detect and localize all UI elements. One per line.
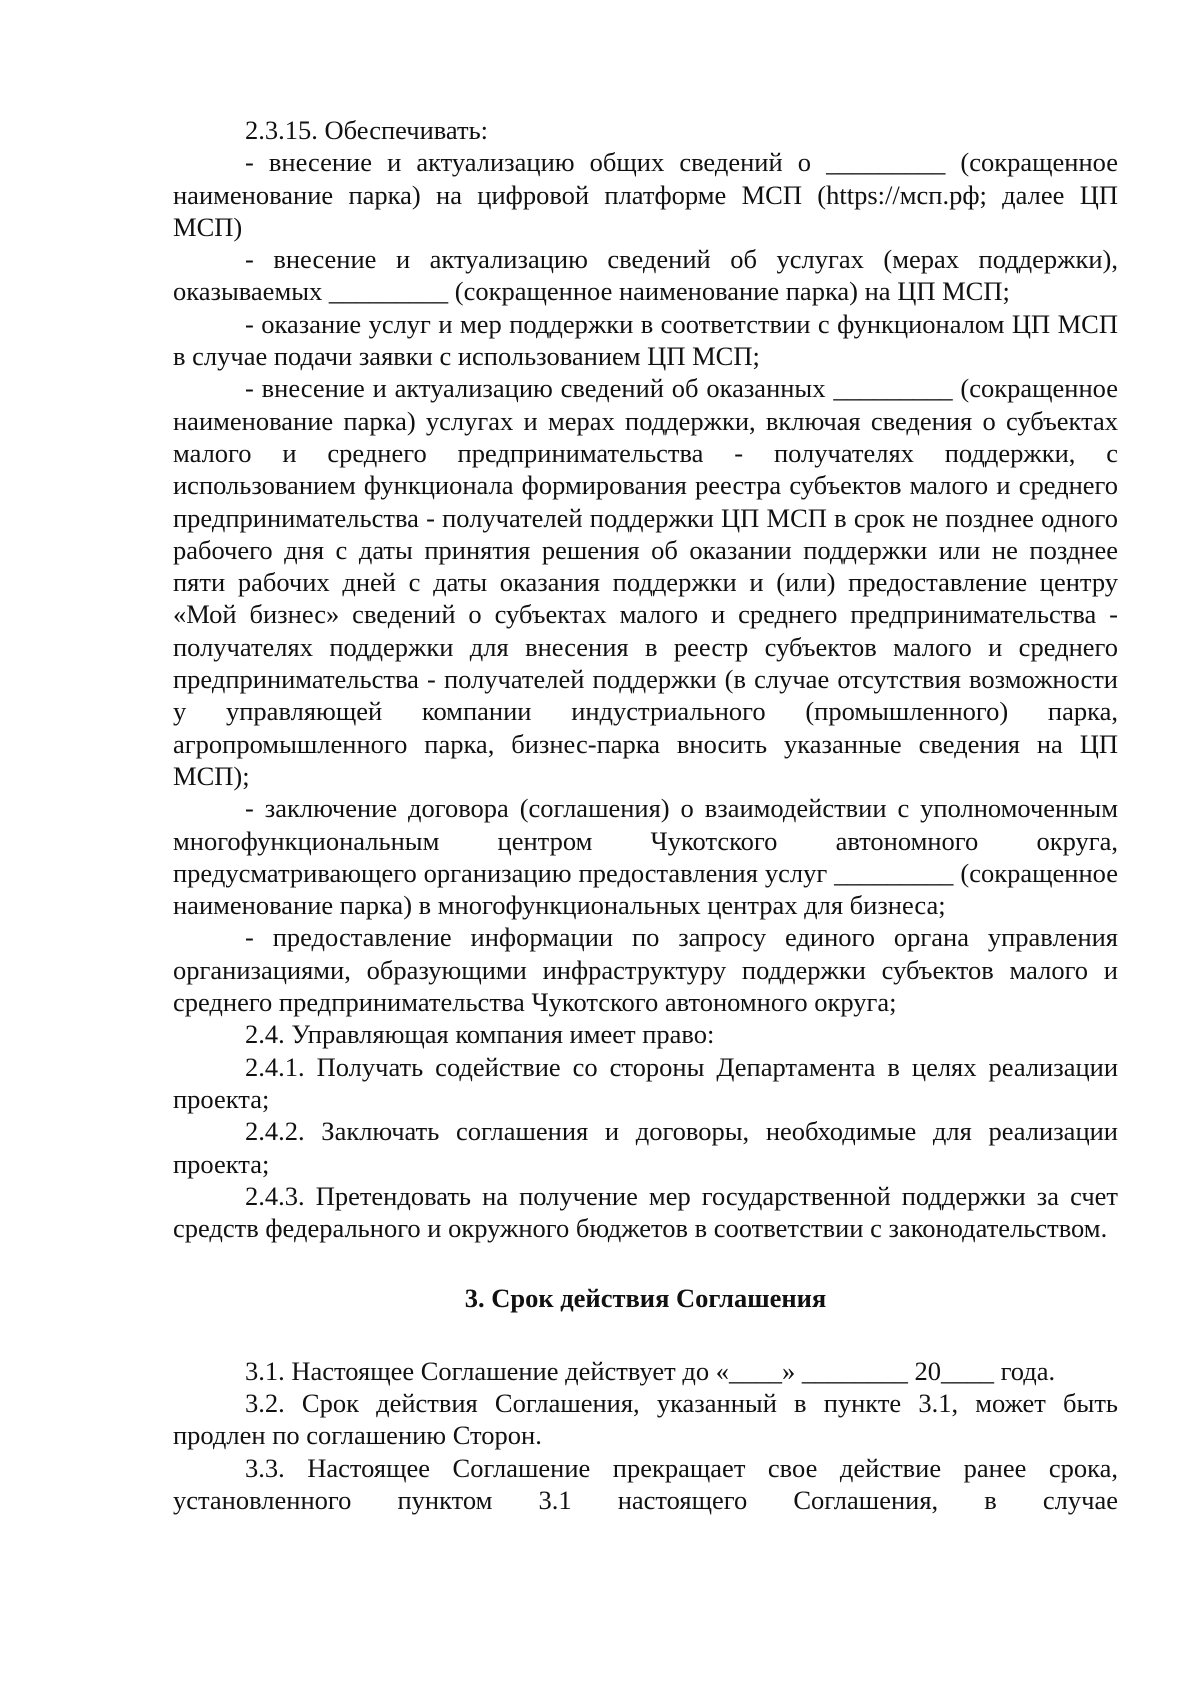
paragraph-3-2: 3.2. Срок действия Соглашения, указанный в пункте 3.1, может быть продлен по соглашению Сторон. [173, 1387, 1118, 1451]
section-title: 3. Срок действия Соглашения [464, 1283, 827, 1314]
paragraph-2-4-1: 2.4.1. Получать содействие со стороны Департамента в целях реализации проекта; [173, 1051, 1118, 1114]
paragraph-mfc-agreement: - заключение договора (соглашения) о взаимодействии с уполномоченным многофункциональным центром Чукотского автономного округа, предусматривающего организацию предоставления услуг _________ (сокращенное наименование парка) в многофункциональных центрах для бизнеса; [173, 793, 1118, 921]
document-page [173, 114, 1118, 1516]
paragraph-services-info: - внесение и актуализацию сведений об услугах (мерах поддержки), оказываемых _________ (сокращенное наименование парка) на ЦП МСП; [173, 244, 1118, 307]
paragraph-2-4-3: 2.4.3. Претендовать на получение мер государственной поддержки за счет средств федерального и окружного бюджетов в соответствии с законодательством. [173, 1180, 1118, 1244]
paragraph-3-3: 3.3. Настоящее Соглашение прекращает свое действие ранее срока, установленного пунктом 3.1 настоящего Соглашения, в случае [173, 1452, 1118, 1515]
paragraph-general-info: - внесение и актуализацию общих сведений о _________ (сокращенное наименование парка) на цифровой платформе МСП (https://мсп.рф; далее ЦП МСП) [173, 147, 1118, 242]
paragraph-3-1: 3.1. Настоящее Соглашение действует до «____» ________ 20____ года. [245, 1355, 1056, 1386]
paragraph-2-3-15: 2.3.15. Обеспечивать: [245, 115, 489, 145]
paragraph-services-provision: - оказание услуг и мер поддержки в соответствии с функционалом ЦП МСП в случае подачи заявки с использованием ЦП МСП; [173, 308, 1118, 372]
paragraph-2-4: 2.4. Управляющая компания имеет право: [245, 1019, 715, 1050]
paragraph-2-4-2: 2.4.2. Заключать соглашения и договоры, необходимые для реализации проекта; [173, 1116, 1118, 1179]
paragraph-registry-info: - внесение и актуализацию сведений об оказанных _________ (сокращенное наименование парка) услугах и мерах поддержки, включая сведения о субъектах малого и среднего предпринимательства - получателях поддержки, с использованием функционала формирования реестра субъектов малого и среднего предпринимательства - получателей поддержки ЦП МСП в срок не позднее одного рабочего дня с даты принятия решения об оказании поддержки или не позднее пяти рабочих дней с даты оказания поддержки и (или) предоставление центру «Мой бизнес» сведений о субъектах малого и среднего предпринимательства - получателях поддержки для внесения в реестр субъектов малого и среднего предпринимательства - получателей поддержки (в случае отсутствия возможности у управляющей компании индустриального (промышленного) парка, агропромышленного парка, бизнес-парка вносить указанные сведения на ЦП МСП); [173, 373, 1118, 791]
paragraph-information-request: - предоставление информации по запросу единого органа управления организациями, образующими инфраструктуру поддержки субъектов малого и среднего предпринимательства Чукотского автономного округа; [173, 922, 1118, 1018]
